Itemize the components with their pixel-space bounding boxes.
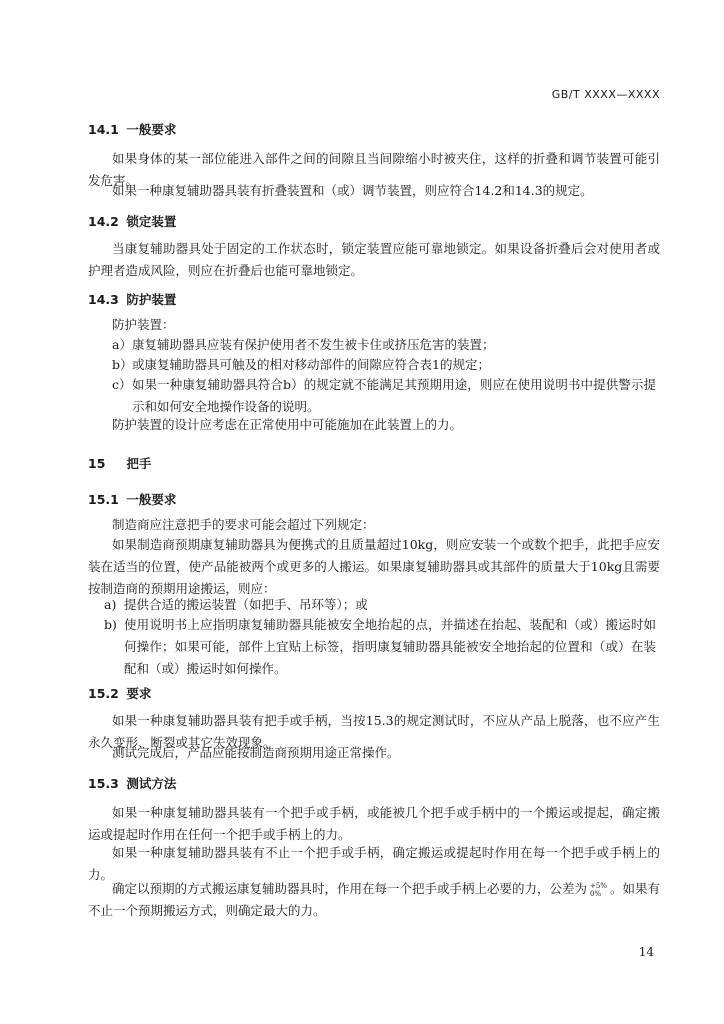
paragraph: 如果身体的某一部位能进入部件之间的间隙且当间隙缩小时被夹住，这样的折叠和调节装置可能引发危害。 xyxy=(88,151,660,188)
list-intro: 防护装置： xyxy=(112,317,175,332)
section-number: 15.1 xyxy=(88,492,119,507)
section-number: 14.2 xyxy=(88,214,119,229)
paragraph: 防护装置的设计应考虑在正常使用中可能施加在此装置上的力。 xyxy=(112,417,463,432)
section-title: 防护装置 xyxy=(126,292,177,307)
heading-15-1 xyxy=(88,490,176,508)
list-item xyxy=(104,594,664,616)
tolerance-lower: 0% xyxy=(590,889,602,898)
list-item xyxy=(112,374,656,418)
section-title: 一般要求 xyxy=(126,492,177,507)
paragraph xyxy=(88,878,660,922)
tolerance xyxy=(590,882,607,898)
paragraph-text: 。如果有不止一个预期搬运方式，则确定最大的力。 xyxy=(88,881,661,918)
list-marker: c） xyxy=(112,377,132,392)
paragraph: 如果制造商预期康复辅助器具为便携式的且质量超过10kg，则应安装一个或数个把手，此把手应安装在适当的位置，使产品能被两个或更多的人搬运。如果康复辅助器具或其部件的质量大于10kg且需要按制造商的预期用途搬运，则应： xyxy=(88,537,660,596)
section-title: 把手 xyxy=(126,456,152,471)
paragraph: 如果一种康复辅助器具装有不止一个把手或手柄，确定搬运或提起时作用在每一个把手或手柄上的力。 xyxy=(88,845,660,882)
list-marker: b) xyxy=(104,617,117,632)
list-item xyxy=(112,354,672,376)
section-title: 锁定装置 xyxy=(126,214,177,229)
section-number: 15 xyxy=(88,456,106,471)
heading-15 xyxy=(88,454,151,472)
list-item-text: 使用说明书上应指明康复辅助器具能被安全地抬起的点，并描述在抬起、装配和（或）搬运时如何操作；如果可能，部件上宜贴上标签，指明康复辅助器具能被安全地抬起的位置和（或）在装配和（或）搬运时如何操作。 xyxy=(124,617,656,676)
list-marker: a) xyxy=(104,597,117,612)
paragraph: 如果一种康复辅助器具装有把手或手柄，当按15.3的规定测试时，不应从产品上脱落，也不应产生永久变形、断裂或其它失效现象。 xyxy=(88,713,660,750)
tolerance-upper: +5% xyxy=(590,881,607,890)
section-title: 测试方法 xyxy=(126,776,177,791)
heading-15-2 xyxy=(88,684,151,702)
section-title: 一般要求 xyxy=(126,122,177,137)
standard-id: GB/T XXXX—XXXX xyxy=(551,88,660,101)
section-number: 14.3 xyxy=(88,292,119,307)
heading-14-1 xyxy=(88,120,176,138)
list-item-text: 提供合适的搬运装置（如把手、吊环等）；或 xyxy=(124,597,368,612)
section-title: 要求 xyxy=(126,686,152,701)
paragraph: 测试完成后，产品应能按制造商预期用途正常操作。 xyxy=(112,745,400,760)
paragraph: 制造商应注意把手的要求可能会超过下列规定： xyxy=(112,517,375,532)
heading-14-3 xyxy=(88,290,176,308)
heading-14-2 xyxy=(88,212,176,230)
list-item xyxy=(104,614,656,680)
list-item-text: 康复辅助器具应装有保护使用者不发生被卡住或挤压危害的装置； xyxy=(132,337,495,352)
paragraph: 如果一种康复辅助器具装有折叠装置和（或）调节装置，则应符合14.2和14.3的规定。 xyxy=(112,183,593,198)
paragraph: 如果一种康复辅助器具装有一个把手或手柄，或能被几个把手或手柄中的一个搬运或提起，确定搬运或提起时作用在任何一个把手或手柄上的力。 xyxy=(88,805,660,842)
list-marker: b） xyxy=(112,357,133,372)
section-number: 15.2 xyxy=(88,686,119,701)
heading-15-3 xyxy=(88,774,176,792)
list-item-text: 或康复辅助器具可触及的相对移动部件的间隙应符合表1的规定； xyxy=(132,357,490,372)
section-number: 14.1 xyxy=(88,122,119,137)
paragraph: 当康复辅助器具处于固定的工作状态时，锁定装置应能可靠地锁定。如果设备折叠后会对使用者或护理者造成风险，则应在折叠后也能可靠地锁定。 xyxy=(88,241,660,278)
page-number: 14 xyxy=(638,945,654,959)
list-item-text: 如果一种康复辅助器具符合b）的规定就不能满足其预期用途，则应在使用说明书中提供警示提示和如何安全地操作设备的说明。 xyxy=(132,377,656,414)
list-marker: a） xyxy=(112,337,132,352)
list-item xyxy=(112,334,672,356)
section-number: 15.3 xyxy=(88,776,119,791)
paragraph-text: 确定以预期的方式搬运康复辅助器具时，作用在每一个把手或手柄上必要的力，公差为 xyxy=(112,881,588,896)
